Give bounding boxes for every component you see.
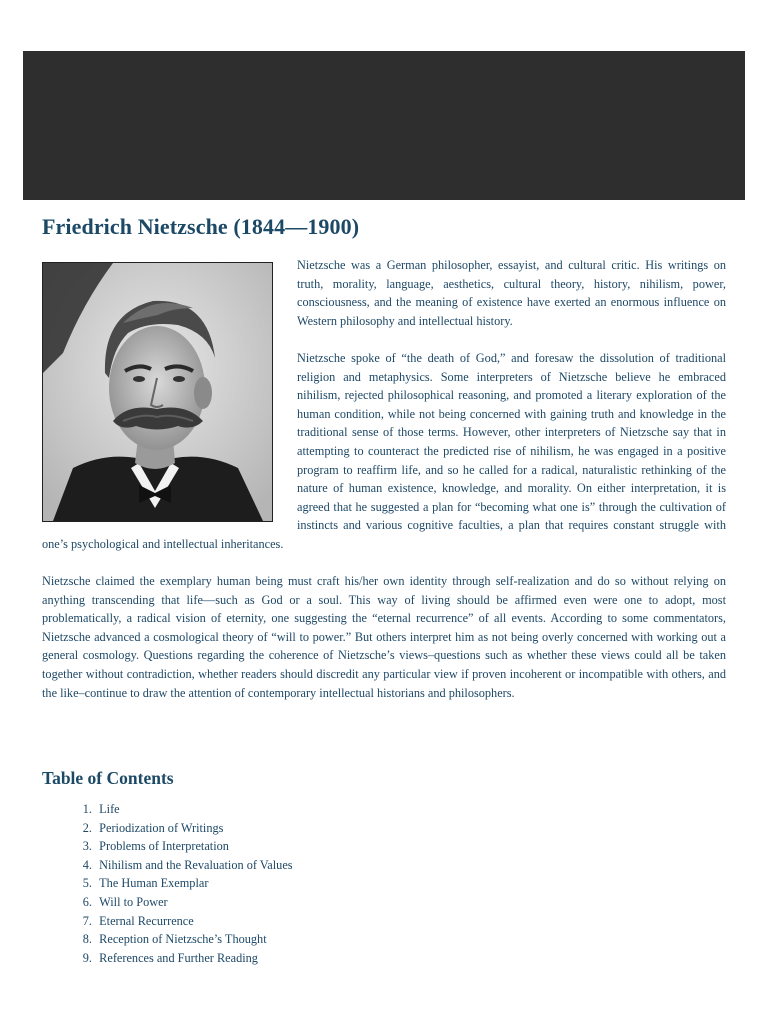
toc-link-will-to-power[interactable]: Will to Power [99,894,168,909]
toc-item[interactable] [72,912,293,931]
toc-item-number: 6. [82,894,92,909]
toc-item[interactable] [72,856,293,875]
toc-link-reception[interactable]: Reception of Nietzsche’s Thought [99,932,267,947]
toc-item[interactable] [72,837,293,856]
toc-link-interpretation[interactable]: Problems of Interpretation [99,839,229,854]
toc-item-number: 8. [82,932,92,947]
toc-item[interactable] [72,874,293,893]
toc-link-life[interactable]: Life [99,802,120,816]
toc-heading: Table of Contents [42,768,174,788]
interpretation-paragraph: Nietzsche spoke of “the death of God,” and foresaw the dissolution of traditional religion and metaphysics. Some interpreters of Nietzsche believe he embraced nihilism, rejected philosophical reasoning, and promoted a literary exploration of the human condition, while not being concerned with gaining truth and knowledge in the traditional sense of those terms. However, other interpreters of Nietzsche say that in attempting to counteract the predicted rise of nihilism, he was engaged in a positive program to reaffirm life, and so he called for a radical, naturalistic rethinking of the nature of human existence, knowledge, and morality. On either interpretation, it is agreed that he suggested a plan for “becoming what one is” through the cultivation of instincts and various cognitive faculties, a plan that requires constant struggle with one’s psychological and intellectual inheritances. [42,350,726,551]
toc-item-number: 4. [82,857,92,872]
intro-paragraph: Nietzsche was a German philosopher, essayist, and cultural critic. His writings on truth, morality, language, aesthetics, cultural theory, history, nihilism, power, consciousness, and the meaning of existence have exerted an enormous influence on Western philosophy and intellectual history. [297,258,726,328]
toc-link-eternal-recurrence[interactable]: Eternal Recurrence [99,913,194,928]
toc-item[interactable] [72,893,293,912]
exemplar-paragraph: Nietzsche claimed the exemplary human being must craft his/her own identity through self-realization and do so without relying on anything transcending that life—such as God or a soul. This way of living should be affirmed even were one to adopt, most problematically, a radical vision of eternity, one suggesting the “eternal recurrence” of all events. According to some commentators, Nietzsche advanced a cosmological theory of “will to power.” But others interpret him as not being overly concerned with working out a general cosmology. Questions regarding the coherence of Nietzsche’s views–questions such as whether these views could all be taken together without contradiction, whether readers should discredit any particular view if proven incoherent or incompatible with others, and the like–continue to draw the attention of contemporary intellectual historians and philosophers. [42,574,726,700]
toc-item[interactable] [72,800,293,819]
toc-link-nihilism[interactable]: Nihilism and the Revaluation of Values [99,857,293,872]
toc-link-periodization[interactable]: Periodization of Writings [99,820,224,835]
toc-item-number: 7. [82,913,92,928]
toc-link-references[interactable]: References and Further Reading [99,950,258,965]
toc-item[interactable] [72,949,293,968]
toc-link-human-exemplar[interactable]: The Human Exemplar [99,876,209,891]
toc-item-number: 3. [82,839,92,854]
page-title: Friedrich Nietzsche (1844—1900) [42,214,360,239]
toc-item-number: 2. [82,820,92,835]
table-of-contents [72,800,293,967]
header-banner [23,51,745,200]
toc-item-number: 1. [82,802,92,816]
toc-item-number: 9. [82,950,92,965]
article-body [42,256,726,721]
portrait-image [42,262,273,522]
toc-item[interactable] [72,930,293,949]
toc-item-number: 5. [82,876,92,891]
toc-item[interactable] [72,819,293,838]
